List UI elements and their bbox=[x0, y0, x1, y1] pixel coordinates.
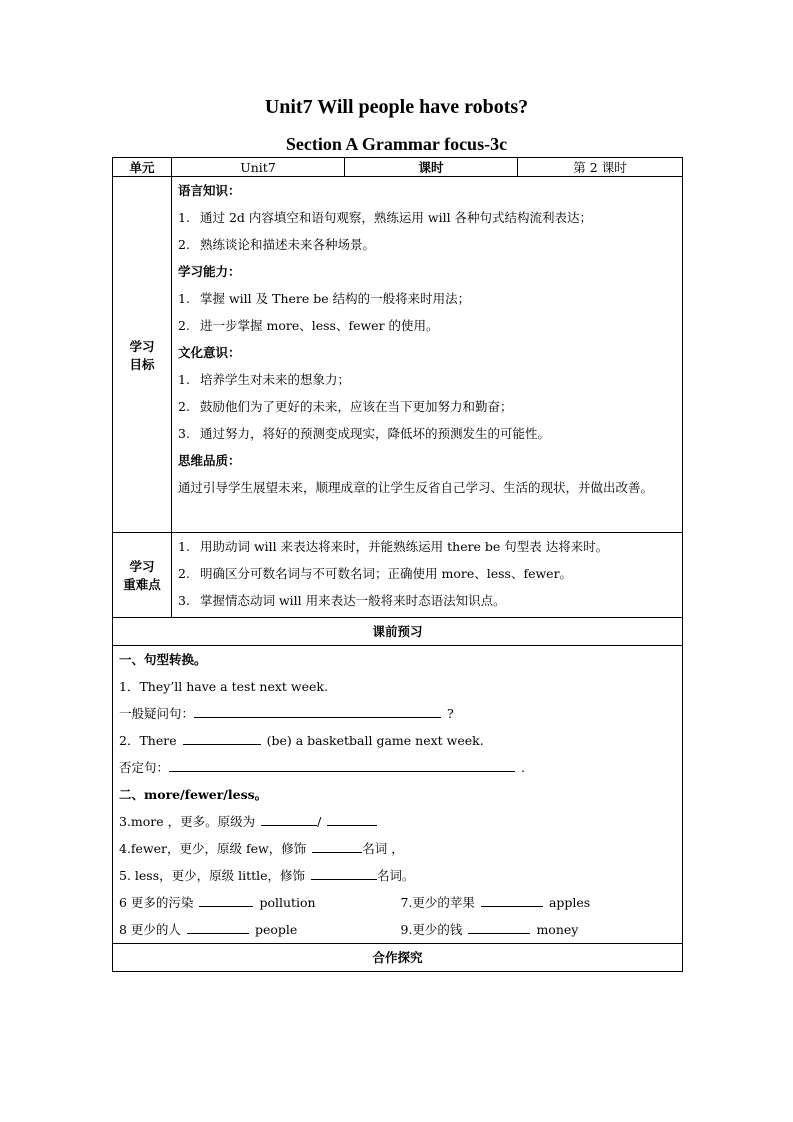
key-point-item: 1. 用助动词 will 来表达将来时，并能熟练运用 there be 句型表 达将来时。 bbox=[178, 539, 609, 554]
answer-blank[interactable] bbox=[199, 893, 253, 907]
question-5: 5. less，更少，原级 little，修饰 名词。 bbox=[119, 868, 415, 883]
cooperation-heading: 合作探究 bbox=[113, 944, 683, 972]
key-points-label-line1: 学习 bbox=[129, 559, 155, 574]
answer-blank[interactable] bbox=[194, 704, 441, 718]
objective-item: 2. 鼓励他们为了更好的未来，应该在当下更加努力和勤奋； bbox=[178, 399, 513, 414]
lesson-value: 第 2 课时 bbox=[518, 158, 683, 177]
answer-blank[interactable] bbox=[312, 839, 362, 853]
cooperation-heading-row bbox=[113, 944, 683, 972]
objective-item: 1. 通过 2d 内容填空和语句观察，熟练运用 will 各种句式结构流利表达； bbox=[178, 210, 593, 225]
answer-blank[interactable] bbox=[327, 812, 377, 826]
answer-blank[interactable] bbox=[311, 866, 377, 880]
objectives-row bbox=[113, 177, 683, 533]
question-6: 6 更多的污染 pollution bbox=[119, 895, 316, 910]
question-7: 7.更少的苹果 apples bbox=[400, 895, 591, 910]
lesson-plan-table bbox=[112, 157, 683, 972]
objective-item: 2. 熟练谈论和描述未来各种场景。 bbox=[178, 237, 376, 252]
objectives-content bbox=[172, 177, 683, 533]
question-1-sentence: 1．They’ll have a test next week. bbox=[119, 679, 328, 694]
question-2-sentence: 2．There (be) a basketball game next week. bbox=[119, 733, 484, 748]
learning-ability-heading: 学习能力： bbox=[178, 264, 241, 279]
objectives-label-line1: 学习 bbox=[129, 338, 155, 354]
sentence-transform-heading: 一、句型转换。 bbox=[119, 652, 207, 667]
objectives-label-line2: 目标 bbox=[129, 356, 155, 372]
objective-item: 1. 掌握 will 及 There be 结构的一般将来时用法； bbox=[178, 291, 471, 306]
thinking-quality-heading: 思维品质： bbox=[178, 453, 241, 468]
key-point-item: 3. 掌握情态动词 will 用来表达一般将来时态语法知识点。 bbox=[178, 593, 506, 608]
question-4: 4.fewer，更少，原级 few，修饰 名词 ， bbox=[119, 841, 404, 856]
header-row bbox=[113, 158, 683, 177]
unit-label: 单元 bbox=[113, 158, 172, 177]
thinking-quality-text: 通过引导学生展望未来，顺理成章的让学生反省自己学习、生活的现状，并做出改善。 bbox=[178, 480, 654, 495]
unit-value: Unit7 bbox=[172, 158, 345, 177]
answer-blank[interactable] bbox=[183, 731, 261, 745]
document-title: Unit7 Will people have robots? bbox=[264, 96, 529, 118]
answer-blank[interactable] bbox=[169, 758, 515, 772]
question-9: 9.更少的钱 money bbox=[400, 922, 579, 937]
key-points-row bbox=[113, 533, 683, 618]
answer-blank[interactable] bbox=[187, 920, 249, 934]
objective-item: 1. 培养学生对未来的想象力； bbox=[178, 372, 351, 387]
questions-8-9 bbox=[113, 916, 682, 943]
questions-6-7 bbox=[113, 889, 682, 916]
question-2-prompt: 否定句： . bbox=[119, 760, 525, 775]
lesson-label: 课时 bbox=[345, 158, 518, 177]
language-knowledge-heading: 语言知识： bbox=[178, 183, 241, 198]
key-point-item: 2. 明确区分可数名词与不可数名词；正确使用 more、less、fewer。 bbox=[178, 566, 573, 581]
comparatives-heading: 二、more/fewer/less。 bbox=[119, 787, 268, 802]
objective-item: 3. 通过努力，将好的预测变成现实，降低坏的预测发生的可能性。 bbox=[178, 426, 551, 441]
answer-blank[interactable] bbox=[261, 812, 317, 826]
objective-item: 2. 进一步掌握 more、less、fewer 的使用。 bbox=[178, 318, 439, 333]
question-8: 8 更少的人 people bbox=[119, 922, 298, 937]
preview-heading: 课前预习 bbox=[113, 618, 683, 646]
question-3: 3.more ，更多。原级为 / bbox=[113, 808, 682, 835]
cultural-awareness-heading: 文化意识： bbox=[178, 345, 241, 360]
answer-blank[interactable] bbox=[481, 893, 543, 907]
objectives-label bbox=[113, 177, 172, 533]
preview-content bbox=[113, 646, 683, 944]
answer-blank[interactable] bbox=[468, 920, 530, 934]
preview-heading-row bbox=[113, 618, 683, 646]
preview-content-row bbox=[113, 646, 683, 944]
key-points-label bbox=[113, 533, 172, 618]
key-points-label-line2: 重难点 bbox=[123, 577, 161, 592]
document-subtitle: Section A Grammar focus-3c bbox=[285, 134, 508, 154]
question-1-prompt: 一般疑问句： ? bbox=[119, 706, 454, 721]
key-points-content bbox=[172, 533, 683, 618]
